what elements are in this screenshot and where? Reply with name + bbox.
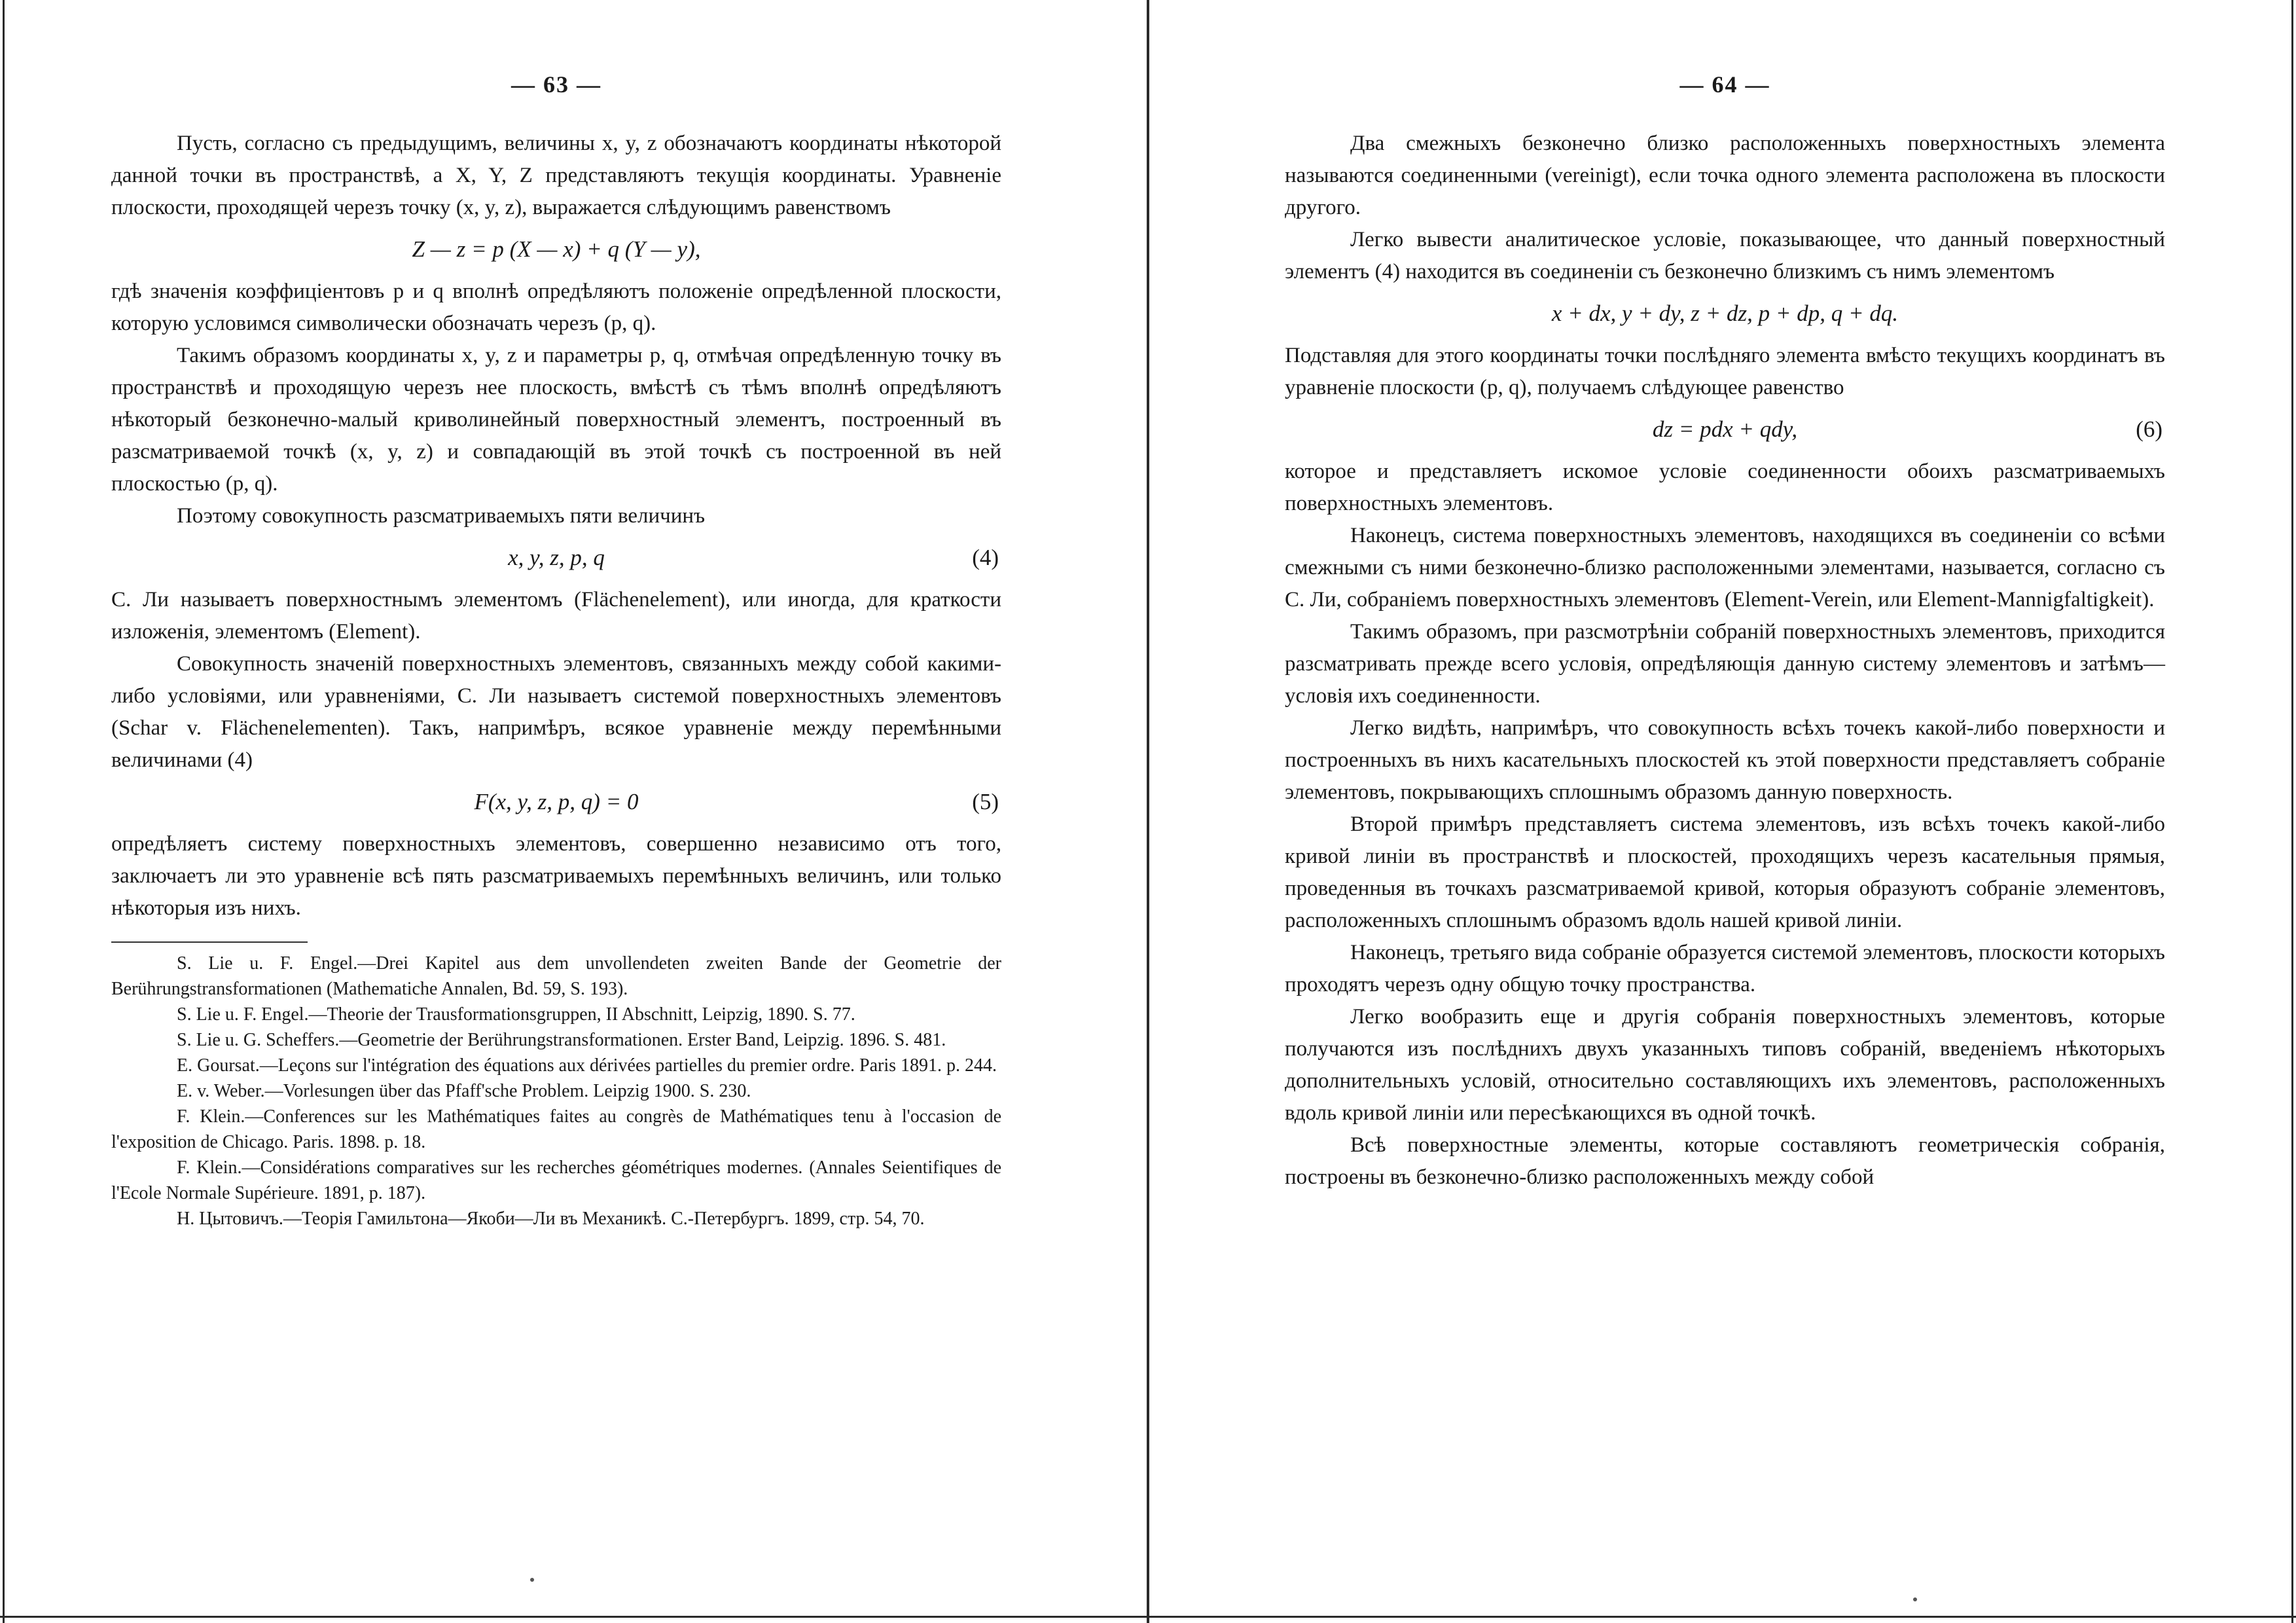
formula-plane-equation: Z — z = p (X — x) + q (Y — y), <box>412 236 701 262</box>
paragraph: Такимъ образомъ, при разсмотрѣніи собраній поверхностныхъ элементовъ, приходится разсматривать прежде всего условія, опредѣляющія данную систему элементовъ и затѣмъ—условія ихъ соединенности. <box>1285 620 2165 708</box>
left-page-body <box>111 128 1001 1231</box>
formula-neighbor-element: x + dx, y + dy, z + dz, p + dp, q + dq. <box>1551 301 1899 326</box>
left-page <box>111 0 1001 1617</box>
footnote: E. v. Weber.—Vorlesungen über das Pfaff'sche Problem. Leipzig 1900. S. 230. <box>177 1081 751 1101</box>
footnote: H. Цытовичъ.—Теорія Гамильтона—Якоби—Ли въ Механикѣ. С.-Петербургъ. 1899, стр. 54, 70. <box>177 1209 925 1229</box>
scan-speck <box>530 1578 534 1582</box>
page-gutter <box>1147 0 1149 1623</box>
footnote: S. Lie u. F. Engel.—Theorie der Trausformationsgruppen, II Abschnitt, Leipzig, 1890. S. 77. <box>177 1004 855 1025</box>
formula-6-text: dz = pdx + qdy, <box>1652 416 1798 442</box>
formula-6 <box>1285 413 2165 445</box>
paragraph: Легко вывести аналитическое условіе, показывающее, что данный поверхностный элементъ (4) находится въ соединеніи съ безконечно близкимъ съ нимъ элементомъ <box>1285 228 2165 283</box>
paragraph: Легко вообразить еще и другія собранія поверхностныхъ элементовъ, которые получаются изъ послѣднихъ двухъ указанныхъ типовъ собраній, введеніемъ нѣкоторыхъ дополнительныхъ условій, относительно составляющихъ ихъ элементовъ, расположенныхъ вдоль кривой линіи или пересѣкающихся въ одной точкѣ. <box>1285 1005 2165 1125</box>
paragraph: которое и представляетъ искомое условіе соединенности обоихъ разсматриваемыхъ поверхностныхъ элементовъ. <box>1285 460 2165 515</box>
equation-label-6: (6) <box>2136 416 2162 442</box>
page-number-63: — 63 — <box>511 71 601 98</box>
paragraph: Два смежныхъ безконечно близко расположенныхъ поверхностныхъ элемента называются соединенными (vereinigt), если точка одного элемента расположена въ плоскости другого. <box>1285 132 2165 219</box>
scan-edge-right <box>2291 0 2293 1623</box>
footnote: F. Klein.—Considérations comparatives sur les recherches géométriques modernes. (Annales Seientifiques de l'Ecole Normale Supérieure. 1891, p. 187). <box>111 1158 1001 1203</box>
page-number-64: — 64 — <box>1679 71 1770 98</box>
formula-4 <box>111 541 1001 574</box>
paragraph: Второй примѣръ представляетъ система элементовъ, изъ всѣхъ точекъ какой-либо кривой линіи въ пространствѣ и плоскостей, проходящихъ черезъ касательныя прямыя, проведенныя въ точкахъ разсматриваемой кривой, которыя образуютъ собраніе элементовъ, расположенныхъ сплошнымъ образомъ вдоль нашей кривой линіи. <box>1285 812 2165 932</box>
formula-5-text: F(x, y, z, p, q) = 0 <box>474 789 639 814</box>
footnotes <box>111 951 1001 1231</box>
formula-5 <box>111 786 1001 818</box>
paragraph: гдѣ значенія коэффиціентовъ p и q вполнѣ опредѣляютъ положеніе опредѣленной плоскости, которую условимся символически обозначать черезъ (p, q). <box>111 280 1001 335</box>
paragraph: Пусть, согласно съ предыдущимъ, величины x, y, z обозначаютъ координаты нѣкоторой данной точки въ пространствѣ, а X, Y, Z представляютъ текущія координаты. Уравненіе плоскости, проходящей черезъ точку (x, y, z), выражается слѣдующимъ равенствомъ <box>111 132 1001 219</box>
paragraph: опредѣляетъ систему поверхностныхъ элементовъ, совершенно независимо отъ того, заключаетъ ли это уравненіе всѣ пять разсматриваемыхъ перемѣнныхъ величинъ, или только нѣкоторыя изъ нихъ. <box>111 832 1001 920</box>
footnote: E. Goursat.—Leçons sur l'intégration des équations aux dérivées partielles du premier ordre. Paris 1891. p. 244. <box>177 1055 997 1076</box>
equation-label-4: (4) <box>972 545 999 570</box>
equation-label-5: (5) <box>972 789 999 814</box>
formula-4-text: x, y, z, p, q <box>508 545 605 570</box>
footnote-rule <box>111 941 308 943</box>
paragraph: Всѣ поверхностные элементы, которые составляютъ геометрическія собранія, построены въ безконечно-близко расположенныхъ между собой <box>1285 1133 2165 1189</box>
paragraph: Наконецъ, третьяго вида собраніе образуется системой элементовъ, плоскости которыхъ проходятъ черезъ одну общую точку пространства. <box>1285 941 2165 996</box>
paragraph: Наконецъ, система поверхностныхъ элементовъ, находящихся въ соединеніи со всѣми смежными съ ними безконечно-близко расположенными элементами, называется, согласно съ С. Ли, собраніемъ поверхностныхъ элементовъ (Element-Verein, или Element-Mannigfaltigkeit). <box>1285 524 2165 611</box>
right-page-body <box>1285 128 2165 1194</box>
footnote: S. Lie u. G. Scheffers.—Geometrie der Berührungstransformationen. Erster Band, Leipzig. 1896. S. 481. <box>177 1030 946 1050</box>
paragraph: Совокупность значеній поверхностныхъ элементовъ, связанныхъ между собой какими-либо условіями, или уравненіями, С. Ли называетъ системой поверхностныхъ элементовъ (Schar v. Flächenelementen). Такъ, напримѣръ, всякое уравненіе между перемѣнными величинами (4) <box>111 652 1001 772</box>
paragraph: Подставляя для этого координаты точки послѣдняго элемента вмѣсто текущихъ координатъ въ уравненіе плоскости (p, q), получаемъ слѣдующее равенство <box>1285 344 2165 399</box>
scan-speck <box>1913 1597 1917 1601</box>
paragraph: С. Ли называетъ поверхностнымъ элементомъ (Flächenelement), или иногда, для краткости изложенія, элементомъ (Element). <box>111 588 1001 644</box>
paragraph: Такимъ образомъ координаты x, y, z и параметры p, q, отмѣчая опредѣленную точку въ пространствѣ и проходящую черезъ нее плоскость, вмѣстѣ съ тѣмъ вполнѣ опредѣляютъ нѣкоторый безконечно-малый криволинейный поверхностный элементъ, построенный въ разсматриваемой точкѣ (x, y, z) и совпадающій въ этой точкѣ съ построенной въ ней плоскостью (p, q). <box>111 344 1001 496</box>
paragraph: Легко видѣть, напримѣръ, что совокупность всѣхъ точекъ какой-либо поверхности и построенныхъ въ нихъ касательныхъ плоскостей къ этой поверхности представляетъ собраніе элементовъ, покрывающихъ сплошнымъ образомъ данную поверхность. <box>1285 716 2165 804</box>
paragraph: Поэтому совокупность разсматриваемыхъ пяти величинъ <box>177 504 706 528</box>
footnote: S. Lie u. F. Engel.—Drei Kapitel aus dem unvollendeten zweiten Bande der Geometrie der Berührungstransformationen (Mathematiche Annalen, Bd. 59, S. 193). <box>111 953 1001 999</box>
scan-edge-left <box>3 0 5 1623</box>
footnote: F. Klein.—Conferences sur les Mathématiques faites au congrès de Mathématiques tenu à l'occasion de l'exposition de Chicago. Paris. 1898. p. 18. <box>111 1106 1001 1152</box>
right-page <box>1285 0 2165 1617</box>
